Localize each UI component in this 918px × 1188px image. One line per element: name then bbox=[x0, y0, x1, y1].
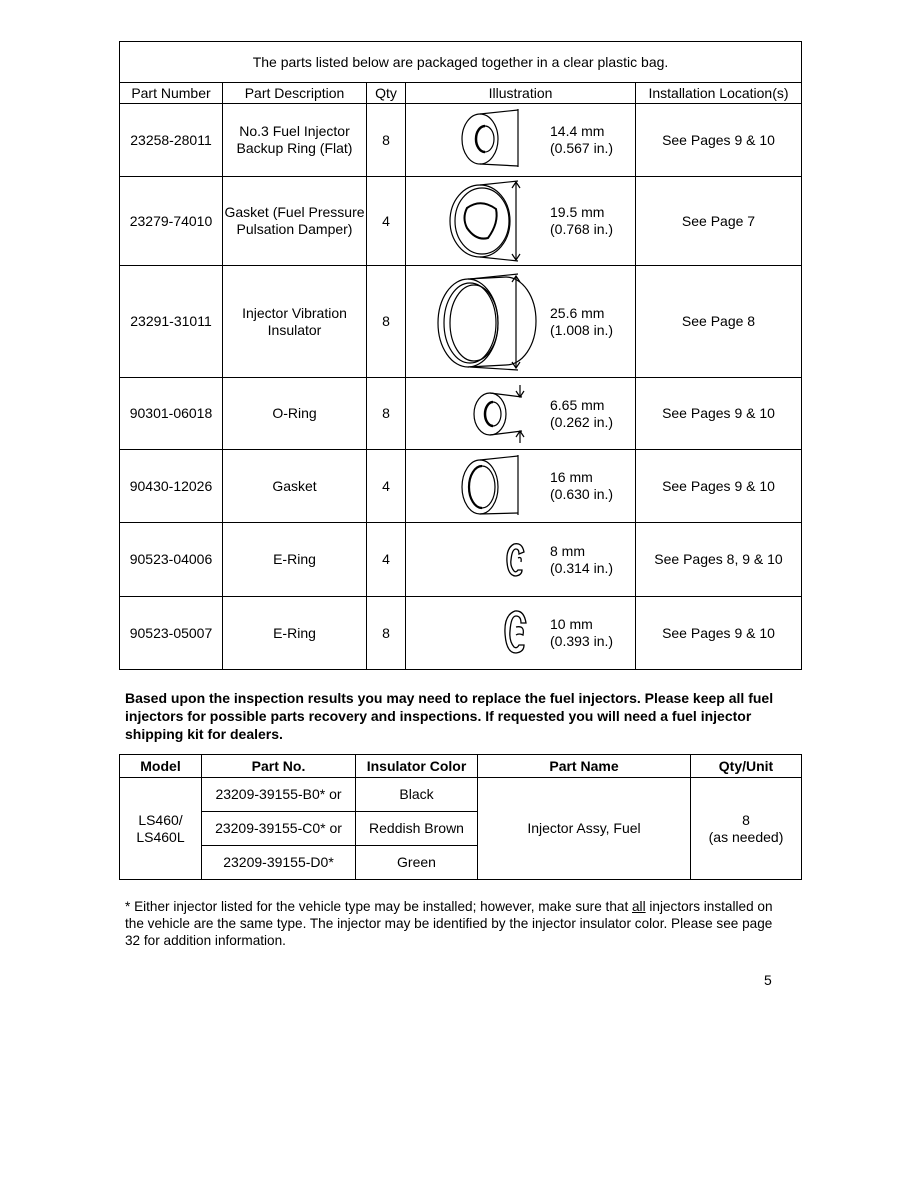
footnote-emphasis: all bbox=[632, 899, 646, 914]
installation-location: See Pages 9 & 10 bbox=[636, 104, 802, 177]
part-qty: 4 bbox=[367, 177, 406, 266]
dimension-in: (0.567 in.) bbox=[550, 140, 614, 156]
part-name: Injector Assy, Fuel bbox=[478, 778, 691, 880]
table-row bbox=[120, 177, 802, 266]
table-row bbox=[120, 266, 802, 378]
vibration-insulator-icon bbox=[406, 268, 546, 376]
parts-table-caption: The parts listed below are packaged together in a clear plastic bag. bbox=[120, 42, 802, 83]
part-number: 23258-28011 bbox=[120, 104, 223, 177]
dimension-label bbox=[550, 616, 613, 650]
dimension-in: (0.393 in.) bbox=[550, 633, 614, 649]
installation-location: See Pages 9 & 10 bbox=[636, 597, 802, 670]
dimension-mm: 10 mm bbox=[550, 616, 593, 632]
part-number: 90301-06018 bbox=[120, 378, 223, 450]
qty-unit-cell bbox=[691, 778, 802, 880]
dimension-mm: 19.5 mm bbox=[550, 204, 605, 220]
header-qty: Qty bbox=[367, 83, 406, 104]
dimension-label bbox=[550, 543, 613, 577]
damper-gasket-icon bbox=[406, 178, 546, 264]
model-line-1: LS460/ bbox=[138, 811, 183, 828]
header-qty-unit: Qty/Unit bbox=[691, 755, 802, 778]
part-description: O-Ring bbox=[223, 378, 367, 450]
part-number: 90523-05007 bbox=[120, 597, 223, 670]
footnote-text-after: injectors installed on the vehicle are the same type. The injector may be identified by the injector insulator color. Please see page 32 for addition information. bbox=[125, 899, 773, 948]
dimension-label bbox=[550, 397, 613, 431]
e-ring-small-icon bbox=[406, 530, 546, 590]
header-illustration: Illustration bbox=[406, 83, 636, 104]
part-number: 23279-74010 bbox=[120, 177, 223, 266]
installation-location: See Page 7 bbox=[636, 177, 802, 266]
illustration-cell bbox=[406, 266, 636, 378]
header-part-description: Part Description bbox=[223, 83, 367, 104]
parts-caption-row bbox=[120, 42, 802, 83]
illustration-cell bbox=[406, 104, 636, 177]
injector-part-no: 23209-39155-D0* bbox=[202, 846, 356, 880]
footnote bbox=[125, 898, 790, 949]
part-qty: 8 bbox=[367, 378, 406, 450]
dimension-mm: 8 mm bbox=[550, 542, 585, 559]
part-qty: 8 bbox=[367, 597, 406, 670]
dimension-mm: 16 mm bbox=[550, 469, 593, 485]
table-row bbox=[120, 450, 802, 523]
installation-location: See Pages 9 & 10 bbox=[636, 450, 802, 523]
table-row bbox=[120, 104, 802, 177]
part-description: E-Ring bbox=[223, 523, 367, 597]
o-ring-icon bbox=[406, 381, 546, 447]
replacement-notice: Based upon the inspection results you may need to replace the fuel injectors. Please keep all fuel injectors for possible parts recovery and inspections. If requested you will need a fuel injector shipping kit for dealers. bbox=[125, 690, 774, 742]
installation-location: See Pages 9 & 10 bbox=[636, 378, 802, 450]
part-description: Injector Vibration Insulator bbox=[223, 266, 367, 378]
injector-part-no: 23209-39155-C0* or bbox=[202, 812, 356, 846]
flat-backup-ring-icon bbox=[406, 105, 546, 175]
header-insulator-color: Insulator Color bbox=[356, 755, 478, 778]
model-line-2: LS460L bbox=[136, 828, 185, 845]
installation-location: See Page 8 bbox=[636, 266, 802, 378]
dimension-mm: 14.4 mm bbox=[550, 123, 605, 139]
table-row bbox=[120, 378, 802, 450]
part-description: Gasket bbox=[223, 450, 367, 523]
qty-note: (as needed) bbox=[708, 828, 784, 845]
insulator-color: Green bbox=[356, 846, 478, 880]
part-qty: 4 bbox=[367, 523, 406, 597]
dimension-in: (1.008 in.) bbox=[550, 321, 614, 338]
page-number: 5 bbox=[764, 972, 772, 988]
part-qty: 4 bbox=[367, 450, 406, 523]
insulator-color: Black bbox=[356, 778, 478, 812]
model-cell bbox=[120, 778, 202, 880]
parts-header-row bbox=[120, 83, 802, 104]
part-qty: 8 bbox=[367, 104, 406, 177]
part-description: No.3 Fuel Injector Backup Ring (Flat) bbox=[223, 104, 367, 177]
dimension-mm: 25.6 mm bbox=[550, 304, 605, 321]
table-row bbox=[120, 523, 802, 597]
illustration-cell bbox=[406, 523, 636, 597]
header-part-name: Part Name bbox=[478, 755, 691, 778]
dimension-in: (0.314 in.) bbox=[550, 559, 614, 576]
dimension-in: (0.630 in.) bbox=[550, 486, 614, 502]
dimension-label bbox=[550, 469, 613, 503]
qty-value: 8 bbox=[742, 811, 750, 828]
table-row bbox=[120, 597, 802, 670]
table-row bbox=[120, 778, 802, 812]
injector-part-no: 23209-39155-B0* or bbox=[202, 778, 356, 812]
parts-table bbox=[119, 41, 802, 670]
gasket-icon bbox=[406, 451, 546, 521]
injector-header-row bbox=[120, 755, 802, 778]
illustration-cell bbox=[406, 597, 636, 670]
illustration-cell bbox=[406, 450, 636, 523]
dimension-label bbox=[550, 305, 613, 339]
insulator-color: Reddish Brown bbox=[356, 812, 478, 846]
header-part-no: Part No. bbox=[202, 755, 356, 778]
illustration-cell bbox=[406, 378, 636, 450]
part-description: E-Ring bbox=[223, 597, 367, 670]
e-ring-large-icon bbox=[406, 601, 546, 665]
dimension-label bbox=[550, 204, 613, 238]
part-number: 23291-31011 bbox=[120, 266, 223, 378]
injector-table bbox=[119, 754, 802, 880]
part-number: 90430-12026 bbox=[120, 450, 223, 523]
installation-location: See Pages 8, 9 & 10 bbox=[636, 523, 802, 597]
dimension-in: (0.768 in.) bbox=[550, 221, 614, 237]
dimension-mm: 6.65 mm bbox=[550, 396, 605, 413]
part-description: Gasket (Fuel Pressure Pulsation Damper) bbox=[223, 177, 367, 266]
part-number: 90523-04006 bbox=[120, 523, 223, 597]
dimension-in: (0.262 in.) bbox=[550, 413, 614, 430]
part-qty: 8 bbox=[367, 266, 406, 378]
dimension-label bbox=[550, 123, 613, 157]
header-model: Model bbox=[120, 755, 202, 778]
header-part-number: Part Number bbox=[120, 83, 223, 104]
footnote-text-before: * Either injector listed for the vehicle type may be installed; however, make sure that bbox=[125, 899, 632, 914]
illustration-cell bbox=[406, 177, 636, 266]
header-installation-location: Installation Location(s) bbox=[636, 83, 802, 104]
